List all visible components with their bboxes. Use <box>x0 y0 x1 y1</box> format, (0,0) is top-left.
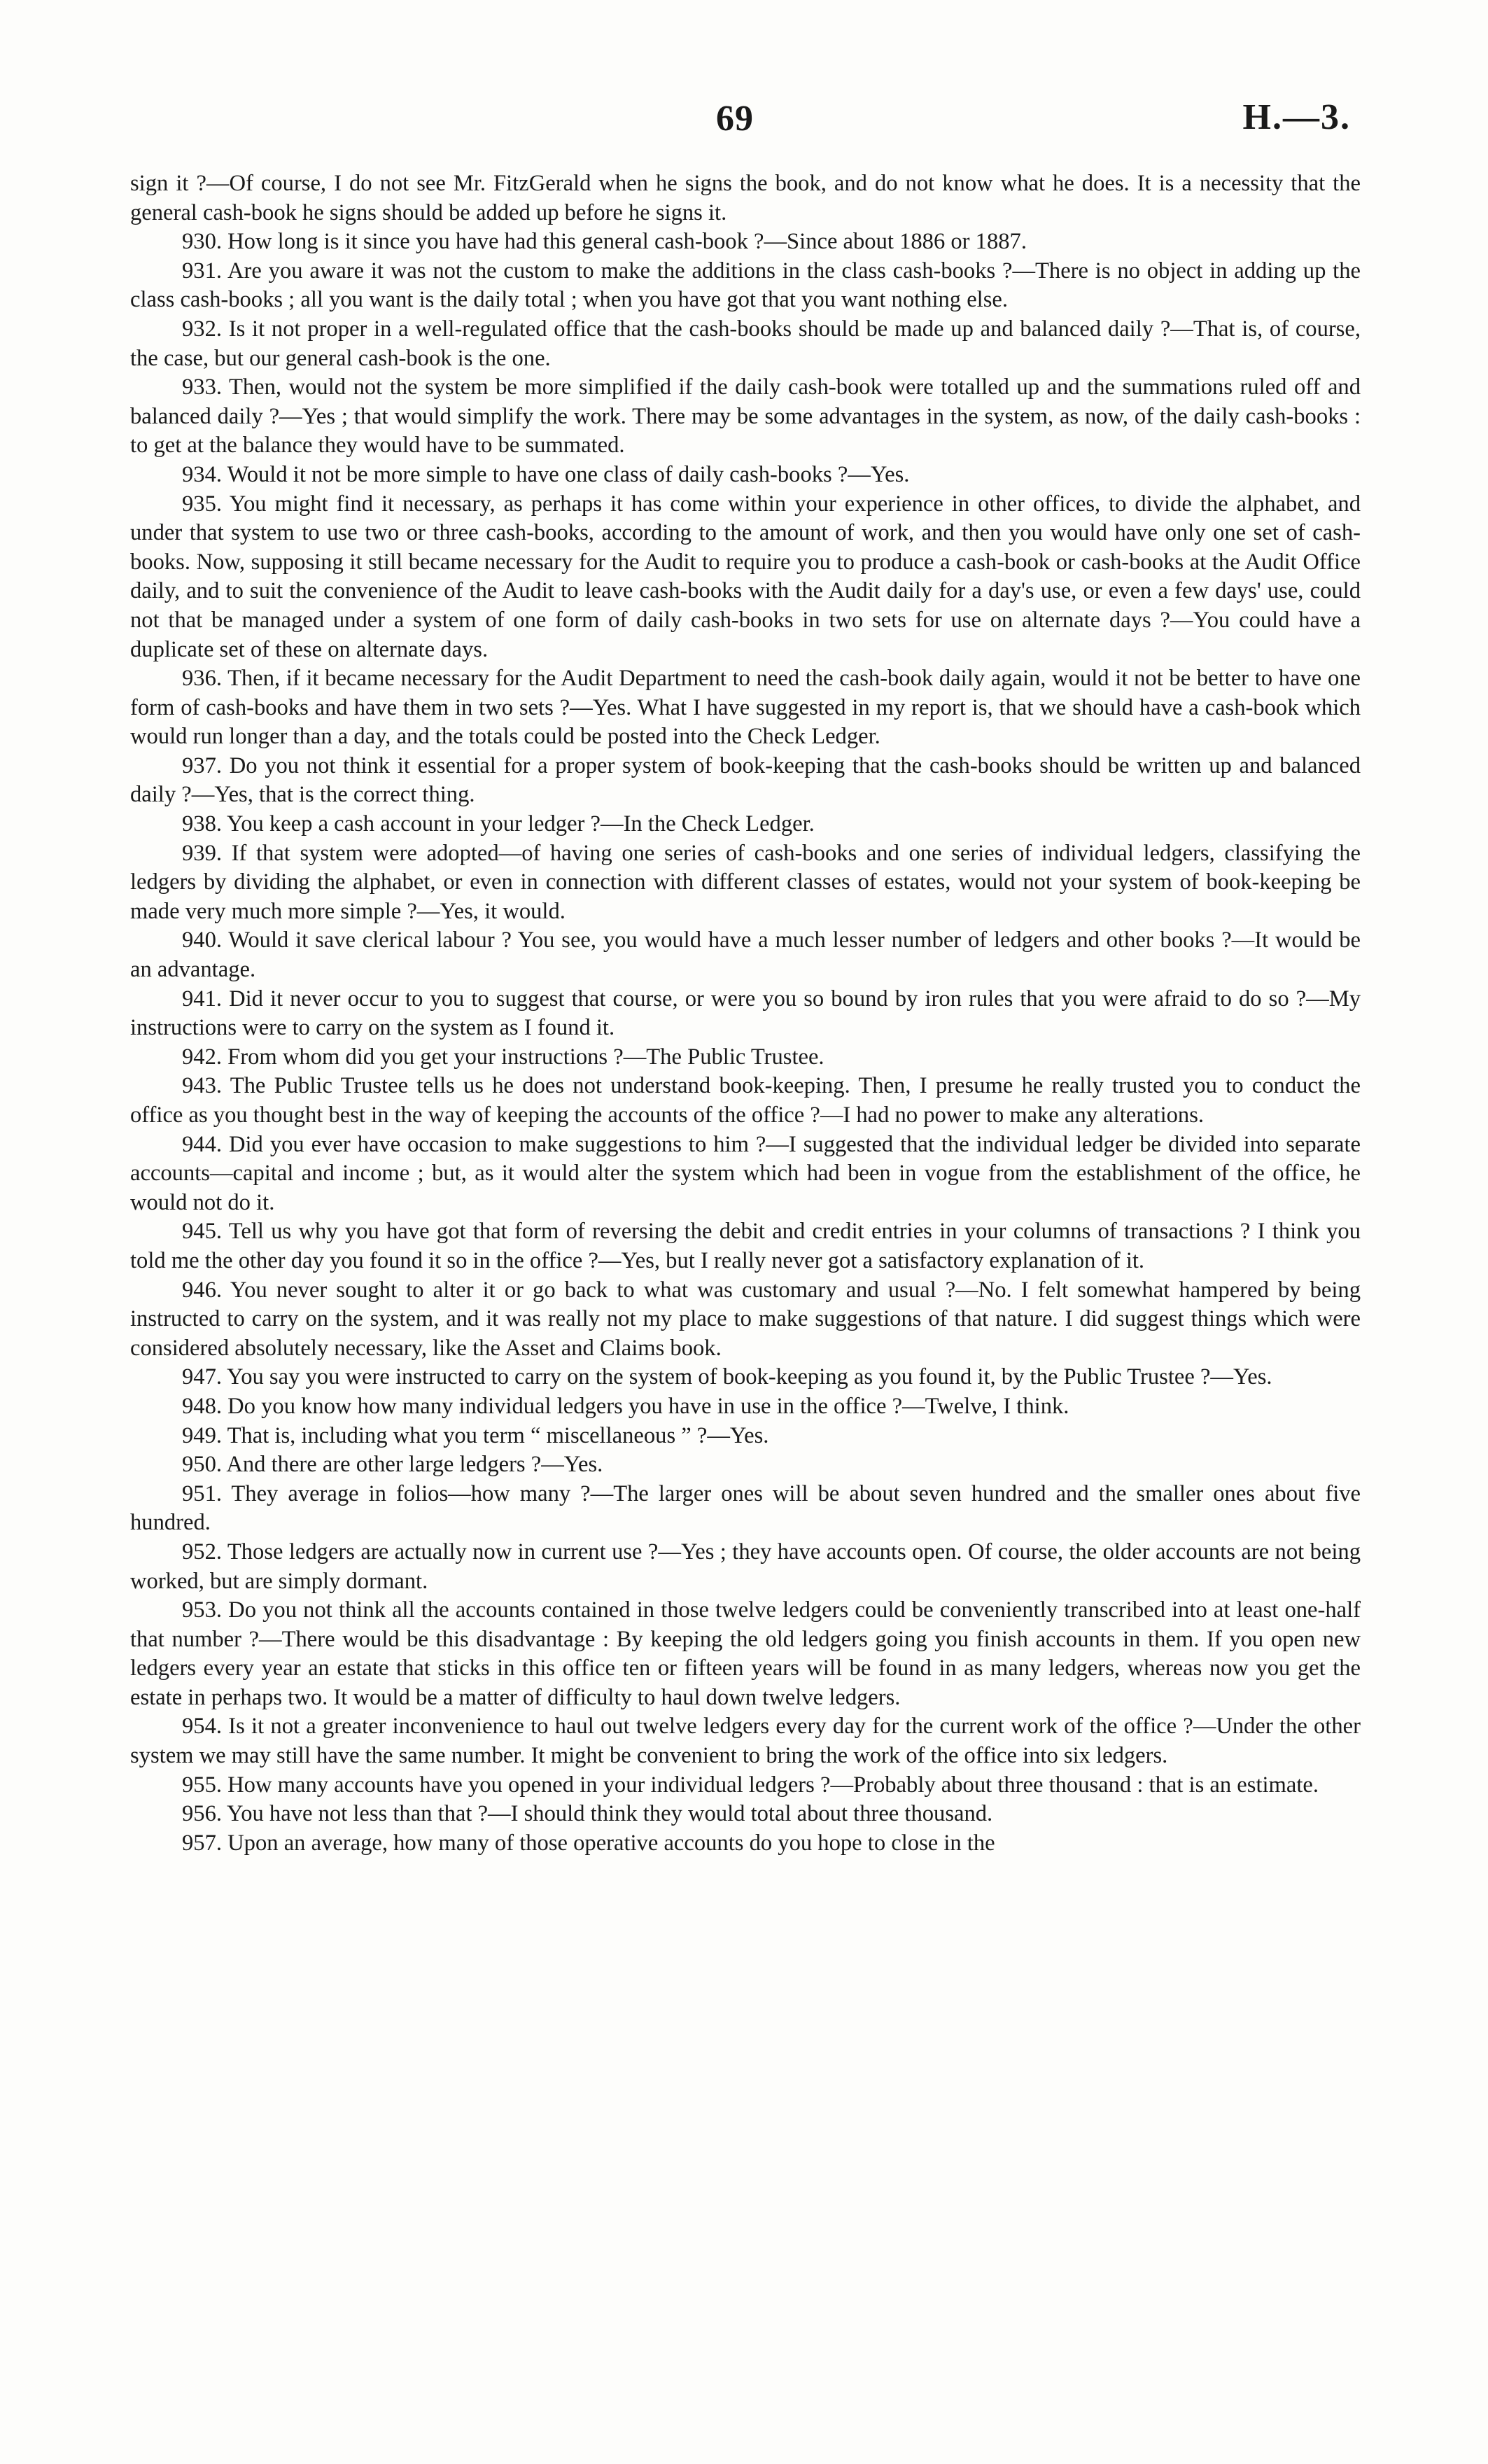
question-945: 945. Tell us why you have got that form of reversing the debit and credit entries in your columns of transactions ? I think you told me the other day you found it so in the office ?—Yes, but I really never got a satisfactory explanation of it. <box>130 1219 1361 1273</box>
question-931: 931. Are you aware it was not the custom to make the additions in the class cash-books ?—There is no object in adding up the class cash-books ; all you want is the daily total ; when you have got that you want nothing else. <box>130 258 1361 313</box>
question-947: 947. You say you were instructed to carry on the system of book-keeping as you found it, by the Public Trustee ?—Yes. <box>182 1364 1272 1390</box>
document-reference: H.—3. <box>1242 97 1351 137</box>
question-932: 932. Is it not proper in a well-regulated office that the cash-books should be made up and balanced daily ?—That is, of course, the case, but our general cash-book is the one. <box>130 316 1361 371</box>
question-933: 933. Then, would not the system be more simplified if the daily cash-book were totalled up and the summations ruled off and balanced daily ?—Yes ; that would simplify the work. There may be some advantages in the system, as now, of the daily cash-books : to get at the balance they would have to be summated. <box>130 374 1361 458</box>
question-951: 951. They average in folios—how many ?—The larger ones will be about seven hundred and the smaller ones about five hundred. <box>130 1480 1361 1536</box>
question-938: 938. You keep a cash account in your ledger ?—In the Check Ledger. <box>182 811 815 837</box>
question-955: 955. How many accounts have you opened in your individual ledgers ?—Probably about three thousand : that is an estimate. <box>182 1772 1319 1798</box>
question-948: 948. Do you know how many individual ledgers you have in use in the office ?—Twelve, I think. <box>182 1393 1069 1419</box>
question-934: 934. Would it not be more simple to have one class of daily cash-books ?—Yes. <box>182 461 910 487</box>
question-930: 930. How long is it since you have had this general cash-book ?—Since about 1886 or 1887. <box>182 229 1027 255</box>
question-956: 956. You have not less than that ?—I should think they would total about three thousand. <box>182 1801 993 1827</box>
question-954: 954. Is it not a greater inconvenience to haul out twelve ledgers every day for the current work of the office ?—Under the other system we may still have the same number. It might be convenient to bring the work of the office into six ledgers. <box>130 1714 1361 1769</box>
question-952: 952. Those ledgers are actually now in current use ?—Yes ; they have accounts open. Of course, the older accounts are not being worked, but are simply dormant. <box>130 1539 1361 1594</box>
page-number: 69 <box>716 99 754 139</box>
question-943: 943. The Public Trustee tells us he does not understand book-keeping. Then, I presume he really trusted you to conduct the office as you thought best in the way of keeping the accounts of the office ?—I had no power to make any alterations. <box>130 1073 1361 1128</box>
question-939: 939. If that system were adopted—of having one series of cash-books and one series of individual ledgers, classifying the ledgers by dividing the alphabet, or even in connection with different classes of estates, would not your system of book-keeping be made very much more simple ?—Yes, it would. <box>130 840 1361 924</box>
question-949: 949. That is, including what you term “ miscellaneous ” ?—Yes. <box>182 1422 769 1448</box>
question-944: 944. Did you ever have occasion to make suggestions to him ?—I suggested that the individual ledger be divided into separate accounts—capital and income ; but, as it would alter the system which had been in vogue from the establishment of the office, he would not do it. <box>130 1131 1361 1215</box>
question-953: 953. Do you not think all the accounts contained in those twelve ledgers could be conveniently transcribed into at least one-half that number ?—There would be this disadvantage : By keeping the old ledgers going you finish accounts in them. If you open new ledgers every year an estate that sticks in this office ten or fifteen years will be found in as many ledgers, whereas now you get the estate in perhaps two. It would be a matter of difficulty to haul down twelve ledgers. <box>130 1597 1361 1710</box>
question-941: 941. Did it never occur to you to suggest that course, or were you so bound by iron rules that you were afraid to do so ?—My instructions were to carry on the system as I found it. <box>130 986 1361 1041</box>
evidence-text <box>130 169 1361 1858</box>
question-936: 936. Then, if it became necessary for the Audit Department to need the cash-book daily again, would it not be better to have one form of cash-books and have them in two sets ?—Yes. What I have suggested in my report is, that we should have a cash-book which would run longer than a day, and the totals could be posted into the Check Ledger. <box>130 666 1361 750</box>
question-942: 942. From whom did you get your instructions ?—The Public Trustee. <box>182 1044 824 1070</box>
question-940: 940. Would it save clerical labour ? You see, you would have a much lesser number of ledgers and other books ?—It would be an advantage. <box>130 927 1361 983</box>
question-937: 937. Do you not think it essential for a proper system of book-keeping that the cash-books should be written up and balanced daily ?—Yes, that is the correct thing. <box>130 752 1361 808</box>
question-935: 935. You might find it necessary, as perhaps it has come within your experience in other offices, to divide the alphabet, and under that system to use two or three cash-books, according to the amount of work, and then you would have only one set of cash-books. Now, supposing it still became necessary for the Audit to require you to produce a cash-book or cash-books at the Audit Office daily, and to suit the convenience of the Audit to leave cash-books with the Audit daily for a day's use, or even a few days' use, could not that be managed under a system of one form of daily cash-books in two sets for use on alternate days ?—You could have a duplicate set of these on alternate days. <box>130 491 1361 662</box>
question-950: 950. And there are other large ledgers ?—Yes. <box>182 1452 603 1478</box>
question-946: 946. You never sought to alter it or go back to what was customary and usual ?—No. I felt somewhat hampered by being instructed to carry on the system, and it was really not my place to make suggestions of that nature. I did suggest things which were considered absolutely necessary, like the Asset and Claims book. <box>130 1277 1361 1361</box>
paragraph-continuation: sign it ?—Of course, I do not see Mr. FitzGerald when he signs the book, and do not know what he does. It is a necessity that the general cash-book he signs should be added up before he signs it. <box>130 171 1361 225</box>
question-957: 957. Upon an average, how many of those operative accounts do you hope to close in the <box>182 1830 995 1856</box>
